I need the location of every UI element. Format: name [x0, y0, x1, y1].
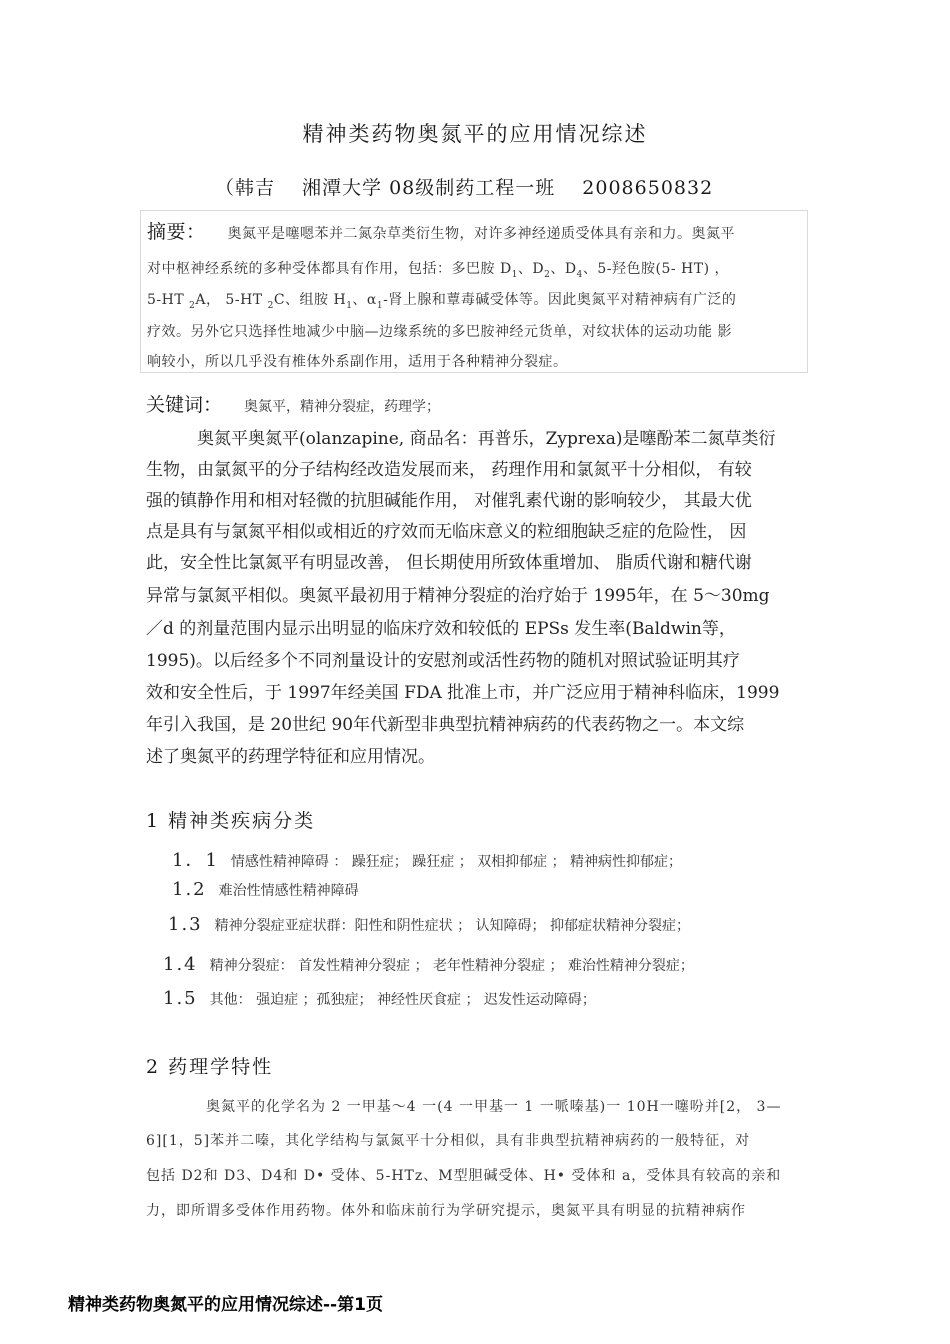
list-item: 1.2 难治性情感性精神障碍	[172, 879, 359, 900]
list-item: 1.4 精神分裂症： 首发性精神分裂症 ； 老年性精神分裂症 ； 难治性精神分裂症；	[163, 954, 694, 975]
abstract-label: 摘要：	[147, 221, 206, 243]
intro-line: ／d 的剂量范围内显示出明显的临床疗效和较低的 EPSs 发生率(Baldwin等，	[146, 619, 736, 639]
abstract-line-4: 疗效。另外它只选择性地减少中脑—边缘系统的多巴胺神经元货单，对纹状体的运动功能 影	[147, 324, 732, 340]
intro-line: 年引入我国，是 20世纪 90年代新型非典型抗精神病药的代表药物之一。本文综	[146, 715, 745, 735]
abstract-line-3: 5-HT $_2$A， 5-HT $_2$C、组胺 $H_1$、$\alpha_1-$肾上腺和蕈毒碱受体等。因此奥氮平对精神病有广泛的	[147, 292, 737, 311]
section-2-line: 力，即所谓多受体作用药物。体外和临床前行为学研究提示，奥氮平具有明显的抗精神病作	[146, 1203, 746, 1219]
section-2-line: 奥氮平的化学名为 2 一甲基～4 一(4 一甲基一 1 一哌嗪基)一 10H一噻吩并[2， 3—	[146, 1099, 782, 1115]
section-2-heading: 2 药理学特性	[146, 1056, 274, 1078]
document-title: 精神类药物奥氮平的应用情况综述	[302, 122, 648, 146]
keywords-text: 奥氮平，精神分裂症，药理学；	[244, 399, 441, 415]
intro-line: 奥氮平奥氮平(olanzapine, 商品名：再普乐，Zyprexa)是噻酚苯二氮草类衍	[146, 429, 776, 449]
list-item: 1.3 精神分裂症亚症状群：阳性和阴性症状 ； 认知障碍； 抑郁症状精神分裂症；	[168, 914, 690, 935]
intro-line: 述了奥氮平的药理学特征和应用情况。	[146, 747, 435, 767]
author-line: （韩吉 湘潭大学 08级制药工程一班 2008650832	[215, 177, 714, 199]
keywords-label: 关键词：	[146, 394, 223, 416]
page-footer: 精神类药物奥氮平的应用情况综述--第1页	[68, 1295, 383, 1315]
section-2-line: 6][1，5]苯并二嗪，其化学结构与氯氮平十分相似，具有非典型抗精神病药的一般特征，对	[146, 1133, 751, 1149]
abstract-line-2: 对中枢神经系统的多种受体都具有作用，包括：多巴胺 $D_1$、$D_2$、$D_4$、5-羟色胺(5- HT) ，	[147, 261, 730, 280]
intro-line: 生物，由氯氮平的分子结构经改造发展而来， 药理作用和氯氮平十分相似， 有较	[146, 460, 752, 480]
list-item: 1.5 其他： 强迫症 ；孤独症； 神经性厌食症 ； 迟发性运动障碍；	[163, 988, 596, 1009]
abstract-line-1: 摘要： 奥氮平是噻嗯苯并二氮杂草类衍生物，对许多神经递质受体具有亲和力。奥氮平	[147, 221, 736, 243]
section-2-line: 包括 D2和 D3、D4和 D• 受体、5-HTz、M型胆碱受体、H• 受体和 a，受体具有较高的亲和	[146, 1168, 782, 1184]
intro-line: 强的镇静作用和相对轻微的抗胆碱能作用， 对催乳素代谢的影响较少， 其最大优	[146, 491, 752, 511]
intro-line: 异常与氯氮平相似。奥氮平最初用于精神分裂症的治疗始于 1995年，在 5～30mg	[146, 586, 770, 606]
abstract-box	[140, 210, 808, 373]
intro-line: 1995)。以后经多个不同剂量设计的安慰剂或活性药物的随机对照试验证明其疗	[146, 651, 740, 671]
section-1-heading: 1 精神类疾病分类	[146, 810, 316, 832]
intro-line: 此，安全性比氯氮平有明显改善， 但长期使用所致体重增加、 脂质代谢和糖代谢	[146, 553, 752, 573]
list-item: 1．1 情感性精神障碍 ： 躁狂症； 躁狂症 ； 双相抑郁症 ； 精神病性抑郁症；	[172, 850, 683, 871]
intro-line: 效和安全性后，于 1997年经美国 FDA 批准上市，并广泛应用于精神科临床，1999	[146, 683, 780, 703]
keywords-line	[146, 390, 440, 417]
intro-line: 点是具有与氯氮平相似或相近的疗效而无临床意义的粒细胞缺乏症的危险性， 因	[146, 522, 747, 542]
abstract-line-5: 响较小，所以几乎没有椎体外系副作用，适用于各种精神分裂症。	[147, 354, 568, 370]
